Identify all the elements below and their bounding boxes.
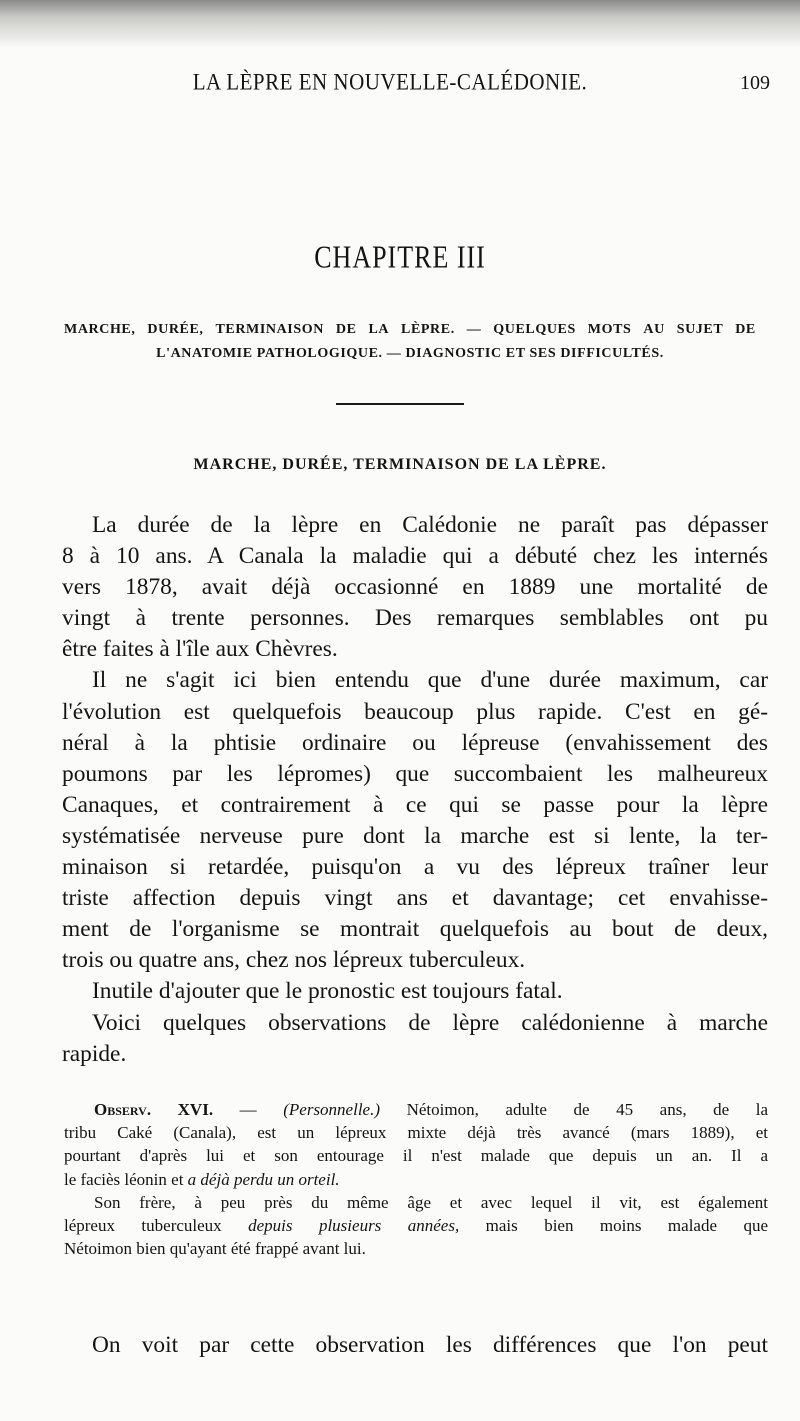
observation-emphasis: a déjà perdu un orteil. — [187, 1169, 340, 1189]
observation-text: lépreux tuberculeux — [64, 1216, 222, 1236]
observation-line: tribu Caké (Canala), est un lépreux mixte déjà très avancé (mars 1889), et — [64, 1123, 768, 1143]
observation-text: le faciès léonin et — [64, 1169, 184, 1189]
summary-word: DE — [335, 322, 357, 337]
text-line: On voit par cette observation les différences que l'on peut — [92, 1332, 768, 1358]
scan-edge-shadow — [0, 0, 800, 48]
observation-dash: — — [239, 1100, 257, 1119]
text-line: La durée de la lèpre en Calédonie ne paraît pas dépasser — [92, 512, 768, 538]
observation-number: XVI. — [177, 1100, 214, 1119]
observation-line — [64, 1098, 768, 1121]
summary-word: DE — [735, 322, 756, 337]
text-line: trois ou quatre ans, chez nos lépreux tuberculeux. — [62, 947, 526, 974]
text-line: vers 1878, avait déjà occasionné en 1889 une mortalité de — [62, 574, 768, 601]
text-line: systématisée nerveuse pure dont la marche est si lente, la ter- — [62, 822, 768, 849]
observation-xvi — [64, 1098, 768, 1260]
text-line: Il ne s'agit ici bien entendu que d'une durée maximum, car — [92, 667, 768, 694]
page-number: 109 — [740, 72, 770, 94]
chapter-title: CHAPITRE III — [314, 240, 486, 275]
text-line: Voici quelques observations de lèpre calédonienne à marche — [92, 1009, 768, 1036]
text-line: néral à la phtisie ordinaire ou lépreuse (envahissement des — [62, 729, 768, 756]
observation-line: pourtant d'après lui et son entourage il n'est malade que depuis un an. Il a — [64, 1146, 768, 1166]
observation-line: Son frère, à peu près du même âge et avec lequel il vit, est également — [94, 1192, 768, 1212]
text-line: l'évolution est quelquefois beaucoup plus rapide. C'est en gé- — [62, 698, 768, 725]
observation-text: Nétoimon, adulte de 45 ans, de la — [406, 1100, 769, 1119]
observation-label: Observ. — [94, 1100, 152, 1119]
summary-word: TERMINAISON — [215, 322, 324, 337]
summary-word: SUJET — [676, 322, 724, 337]
continuation-text — [62, 1330, 768, 1361]
summary-word: DURÉE, — [147, 322, 204, 337]
chapter-summary-line-1 — [64, 318, 756, 342]
summary-word: MOTS — [587, 322, 632, 337]
text-line: rapide. — [62, 1040, 127, 1067]
text-line: 8 à 10 ans. A Canala la maladie qui a débuté chez les internés — [62, 543, 768, 570]
text-line: Inutile d'ajouter que le pronostic est toujours fatal. — [92, 978, 563, 1005]
observation-text: mais bien moins malade que — [485, 1216, 769, 1236]
observation-line: Nétoimon bien qu'ayant été frappé avant lui. — [64, 1239, 366, 1259]
running-head — [90, 70, 770, 100]
text-line: ment de l'organisme se montrait quelquefois au bout de deux, — [62, 916, 768, 943]
text-line: Canaques, et contrairement à ce qui se passe pour la lèpre — [62, 791, 768, 818]
summary-word: LA — [368, 322, 390, 337]
chapter-summary-line-2: L'ANATOMIE PATHOLOGIQUE. — DIAGNOSTIC ET SES DIFFICULTÉS. — [156, 346, 664, 361]
summary-word: — — [466, 322, 482, 337]
summary-word: MARCHE, — [64, 322, 136, 337]
running-head-title: LA LÈPRE EN NOUVELLE-CALÉDONIE. — [192, 68, 588, 96]
summary-word: QUELQUES — [493, 322, 576, 337]
body-text — [62, 510, 768, 1070]
text-line: triste affection depuis vingt ans et davantage; cet envahisse- — [62, 885, 768, 912]
section-divider — [336, 403, 464, 405]
observation-line — [64, 1168, 768, 1191]
observation-line — [64, 1214, 768, 1237]
observation-emphasis: depuis plusieurs années, — [248, 1216, 460, 1236]
text-line: poumons par les lépromes) que succombaient les malheureux — [62, 760, 768, 787]
text-line: minaison si retardée, puisqu'on a vu des lépreux traîner leur — [62, 854, 768, 881]
summary-word: LÈPRE. — [401, 322, 455, 337]
summary-word: AU — [643, 322, 665, 337]
section-heading: MARCHE, DURÉE, TERMINAISON DE LA LÈPRE. — [193, 456, 607, 473]
text-line: vingt à trente personnes. Des remarques semblables ont pu — [62, 605, 768, 632]
text-line: être faites à l'île aux Chèvres. — [62, 636, 338, 663]
observation-source: (Personnelle.) — [283, 1100, 381, 1119]
chapter-summary — [64, 318, 756, 366]
